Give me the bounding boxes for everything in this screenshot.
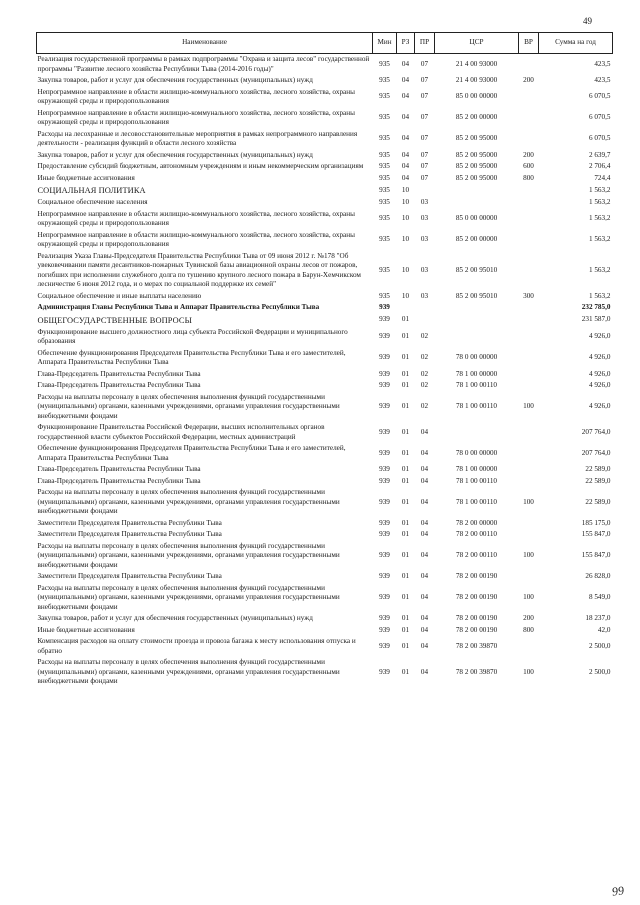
row-name-cell: Расходы на выплаты персоналу в целях обеспечения выполнения функций государственными (муниципальными) органами, казенными учреждениями, органами управления государственными внебюджетными фондами [37,541,340,569]
row-min-cell: 939 [379,465,390,474]
row-vr-cell [519,209,539,230]
row-sum-cell: 2 706,4 [588,162,611,170]
table-row [37,129,613,150]
row-vr-cell [519,422,539,443]
row-name-cell: Иные бюджетные ассигнования [37,625,135,634]
row-min-cell: 939 [379,332,390,341]
row-sum-cell: 724,4 [594,173,611,182]
row-csr-cell: 85 2 00 95010 [455,265,498,274]
row-csr-cell: 78 1 00 00110 [455,402,498,411]
row-name-cell: Глава-Председатель Правительства Республики Тыва [37,465,201,474]
row-name-cell: Глава-Председатель Правительства Республики Тыва [37,381,201,390]
row-name-cell: Администрация Главы Республики Тыва и Аппарат Правительства Республики Тыва [37,303,320,312]
row-sum-cell: 18 237,0 [585,614,611,623]
row-min-cell: 939 [379,353,390,362]
row-min-cell: 939 [379,530,390,539]
row-csr-cell: 85 2 00 95010 [455,291,498,300]
row-vr-cell: 300 [523,291,534,300]
row-pr-cell: 02 [420,332,429,341]
row-name-cell: Непрограммное направление в области жилищно-коммунального хозяйства, лесного хозяйства, охраны окружающей среды и природопользования [37,230,355,249]
row-pr-cell: 02 [420,402,429,411]
table-row [37,369,613,381]
row-pr-cell: 04 [420,551,429,560]
table-row [37,541,613,572]
row-rz-cell: 04 [401,150,410,159]
row-sum-cell: 26 828,0 [585,572,611,581]
row-pr-cell [415,314,435,327]
row-vr-cell [519,529,539,541]
row-sum-cell: 423,5 [594,59,611,68]
row-sum-cell: 1 563,2 [588,291,611,300]
row-name-cell: Реализация Указа Главы-Председателя Правительства Республики Тыва от 09 июня 2012 г. №178 "Об увековечивании памяти десантников-пожарных Тувинской базы авиационной охраны лесов от пожаров, погибших при исполнении служебного долга по тушению крупного лесного пожара в Барун-Хемчикском лесничестве 6 июня 2012 года, и о мерах по социальной поддержке их семей" [37,251,361,289]
row-rz-cell: 01 [401,369,410,378]
row-pr-cell: 07 [420,76,429,84]
row-min-cell: 935 [379,185,390,194]
row-vr-cell [519,380,539,392]
table-header [37,33,613,54]
row-vr-cell [519,302,539,314]
table-row [37,173,613,185]
row-min-cell: 939 [379,625,390,634]
row-name-cell: Компенсация расходов на оплату стоимости проезда и провоза багажа к месту использования отпуска и обратно [37,637,356,655]
table-row [37,302,613,314]
row-sum-cell: 22 589,0 [585,476,611,485]
row-vr-cell: 200 [523,150,534,159]
row-min-cell: 939 [379,518,390,527]
table-row [37,184,613,197]
row-csr-cell: 78 0 00 00000 [455,353,498,362]
table-row [37,443,613,464]
row-vr-cell: 100 [523,551,534,560]
row-rz-cell: 01 [401,551,410,560]
row-rz-cell [397,302,415,314]
row-min-cell: 939 [379,593,390,602]
row-vr-cell [519,87,539,108]
table-row [37,87,613,108]
row-pr-cell: 07 [420,92,429,101]
table-row [37,464,613,476]
row-sum-cell: 6 070,5 [588,113,611,122]
row-sum-cell: 1 563,2 [588,185,611,194]
row-pr-cell: 04 [420,667,429,676]
row-pr-cell: 03 [420,214,429,223]
row-rz-cell: 10 [401,214,410,223]
row-sum-cell: 207 764,0 [581,427,611,436]
row-csr-cell [435,184,519,197]
row-csr-cell: 85 2 00 95000 [455,134,498,143]
row-pr-cell: 07 [420,150,429,159]
row-name-cell: Социальное обеспечение населения [37,198,148,207]
row-csr-cell: 85 2 00 95000 [455,173,498,182]
table-row [37,625,613,637]
row-pr-cell: 07 [420,59,429,68]
row-csr-cell: 21 4 00 93000 [455,76,498,84]
row-csr-cell: 78 2 00 00110 [455,530,498,539]
row-min-cell: 939 [379,402,390,411]
row-rz-cell: 01 [401,625,410,634]
column-header-csr: ЦСР [435,33,519,54]
row-sum-cell: 4 926,0 [588,353,611,362]
row-rz-cell: 04 [401,92,410,101]
row-rz-cell: 04 [401,162,410,170]
row-rz-cell: 01 [401,315,410,324]
row-vr-cell [519,197,539,209]
row-rz-cell: 01 [401,518,410,527]
row-rz-cell: 04 [401,173,410,182]
row-name-cell: Реализация государственной программы в рамках подпрограммы "Охрана и защита лесов" государственной программы "Развитие лесного хозяйства Республики Тыва (2014-2016 годы)" [37,55,370,73]
row-vr-cell [519,54,539,76]
table-row [37,314,613,327]
table-row [37,197,613,209]
row-rz-cell: 01 [401,614,410,623]
row-csr-cell: 78 2 00 00190 [455,593,498,602]
row-vr-cell [519,348,539,369]
table-row [37,75,613,87]
row-min-cell: 939 [379,303,390,312]
row-name-cell: Социальное обеспечение и иные выплаты населению [37,291,202,300]
row-min-cell: 939 [379,572,390,581]
row-pr-cell: 04 [420,572,429,581]
row-min-cell: 935 [379,150,390,159]
row-sum-cell: 2 500,0 [588,641,611,650]
row-vr-cell [519,251,539,291]
table-row [37,487,613,518]
row-sum-cell: 207 764,0 [581,448,611,457]
row-csr-cell: 78 1 00 00110 [455,497,498,506]
row-name-cell: Заместители Председателя Правительства Республики Тыва [37,572,222,581]
row-csr-cell [435,422,519,443]
table-row [37,392,613,423]
row-name-cell: Непрограммное направление в области жилищно-коммунального хозяйства, лесного хозяйства, охраны окружающей среды и природопользования [37,209,355,228]
row-name-cell: Расходы на лесохранные и лесовосстановительные мероприятия в рамках непрограммного направления деятельности - реализация функций в области лесного хозяйства [37,129,358,147]
row-rz-cell: 01 [401,448,410,457]
budget-table [36,32,613,688]
row-vr-cell [519,518,539,530]
table-row [37,636,613,657]
row-csr-cell: 78 1 00 00000 [455,465,498,474]
row-min-cell: 935 [379,265,390,274]
row-vr-cell [519,230,539,251]
row-name-cell: ОБЩЕГОСУДАРСТВЕННЫЕ ВОПРОСЫ [37,315,192,325]
row-sum-cell: 22 589,0 [585,465,611,474]
row-min-cell: 935 [379,291,390,300]
row-min-cell: 939 [379,641,390,650]
row-pr-cell: 02 [420,369,429,378]
row-vr-cell: 800 [523,625,534,634]
row-name-cell: Закупка товаров, работ и услуг для обеспечения государственных (муниципальных) нужд [37,76,313,84]
row-vr-cell: 100 [523,497,534,506]
row-pr-cell: 03 [420,265,429,274]
row-name-cell: Обеспечение функционирования Председателя Правительства Республики Тыва и его заместителей, Аппарата Правительства Республики Тыва [37,348,346,367]
row-pr-cell [415,302,435,314]
column-header-name: Наименование [37,33,373,54]
row-rz-cell: 01 [401,572,410,581]
row-csr-cell: 85 2 00 95000 [455,150,498,159]
row-csr-cell: 85 0 00 00000 [455,92,498,101]
row-vr-cell [519,636,539,657]
row-rz-cell: 01 [401,402,410,411]
column-header-sum: Сумма на год [539,33,613,54]
row-vr-cell [519,369,539,381]
row-pr-cell: 04 [420,641,429,650]
table-row [37,476,613,488]
row-min-cell: 935 [379,162,390,170]
column-header-pr: ПР [415,33,435,54]
column-header-vr: ВР [519,33,539,54]
row-pr-cell: 02 [420,381,429,390]
row-sum-cell: 1 563,2 [588,235,611,244]
row-sum-cell: 155 847,0 [581,551,611,560]
table-row [37,583,613,614]
row-rz-cell: 01 [401,465,410,474]
row-vr-cell: 100 [523,593,534,602]
row-vr-cell: 200 [523,76,534,84]
row-vr-cell [519,129,539,150]
row-pr-cell: 07 [420,162,429,170]
row-vr-cell [519,314,539,327]
row-csr-cell: 78 0 00 00000 [455,448,498,457]
row-name-cell: Иные бюджетные ассигнования [37,173,135,182]
row-sum-cell: 2 500,0 [588,667,611,676]
row-min-cell: 939 [379,476,390,485]
table-row [37,54,613,76]
table-row [37,571,613,583]
row-pr-cell: 07 [420,134,429,143]
row-rz-cell: 04 [401,134,410,143]
row-sum-cell: 2 639,7 [588,150,611,159]
row-rz-cell: 10 [401,198,410,207]
row-csr-cell: 78 2 00 00190 [455,572,498,581]
row-name-cell: Предоставление субсидий бюджетным, автономным учреждениям и иным некоммерческим организациям [37,162,364,170]
table-row [37,348,613,369]
row-vr-cell: 100 [523,402,534,411]
row-rz-cell: 01 [401,641,410,650]
row-pr-cell: 04 [420,625,429,634]
row-sum-cell: 4 926,0 [588,369,611,378]
row-csr-cell: 85 0 00 00000 [455,214,498,223]
row-min-cell: 935 [379,173,390,182]
row-vr-cell [519,443,539,464]
row-rz-cell: 01 [401,332,410,341]
row-csr-cell [435,327,519,348]
row-csr-cell [435,197,519,209]
row-sum-cell: 4 926,0 [588,332,611,341]
row-csr-cell: 78 1 00 00000 [455,369,498,378]
row-csr-cell: 78 1 00 00110 [455,381,498,390]
row-min-cell: 935 [379,92,390,101]
row-min-cell: 935 [379,198,390,207]
row-rz-cell: 01 [401,530,410,539]
row-rz-cell: 01 [401,427,410,436]
row-pr-cell: 04 [420,427,429,436]
row-sum-cell: 231 587,0 [581,315,611,324]
row-sum-cell: 8 549,0 [588,593,611,602]
row-pr-cell [415,184,435,197]
row-vr-cell [519,108,539,129]
row-name-cell: Расходы на выплаты персоналу в целях обеспечения выполнения функций государственными (муниципальными) органами, казенными учреждениями, органами управления государственными внебюджетными фондами [37,658,340,686]
page-number: 49 [583,16,592,26]
row-rz-cell: 01 [401,381,410,390]
row-csr-cell: 78 2 00 00190 [455,614,498,623]
row-min-cell: 939 [379,667,390,676]
row-vr-cell [519,464,539,476]
row-name-cell: Расходы на выплаты персоналу в целях обеспечения выполнения функций государственными (муниципальными) органами, казенными учреждениями, органами управления государственными внебюджетными фондами [37,583,340,611]
row-pr-cell: 03 [420,235,429,244]
row-csr-cell: 78 2 00 39870 [455,667,498,676]
row-csr-cell: 85 2 00 00000 [455,113,498,122]
table-body [37,54,613,688]
row-sum-cell: 6 070,5 [588,92,611,101]
row-sum-cell: 185 175,0 [581,518,611,527]
row-pr-cell: 04 [420,614,429,623]
row-csr-cell: 78 2 00 00000 [455,518,498,527]
table-row [37,657,613,688]
row-pr-cell: 03 [420,291,429,300]
row-sum-cell: 42,0 [597,625,611,634]
table-row [37,422,613,443]
row-pr-cell: 04 [420,497,429,506]
row-rz-cell: 01 [401,353,410,362]
row-rz-cell: 01 [401,476,410,485]
row-pr-cell: 07 [420,113,429,122]
row-csr-cell: 78 2 00 00110 [455,551,498,560]
row-pr-cell: 04 [420,465,429,474]
row-csr-cell: 78 1 00 00110 [455,476,498,485]
row-name-cell: Глава-Председатель Правительства Республики Тыва [37,369,201,378]
row-name-cell: СОЦИАЛЬНАЯ ПОЛИТИКА [37,186,146,195]
row-sum-cell: 1 563,2 [588,198,611,207]
row-min-cell: 935 [379,59,390,68]
row-rz-cell: 01 [401,593,410,602]
row-min-cell: 939 [379,315,390,324]
row-name-cell: Заместители Председателя Правительства Республики Тыва [37,530,222,539]
row-sum-cell: 423,5 [594,76,611,84]
row-min-cell: 935 [379,113,390,122]
row-sum-cell: 4 926,0 [588,381,611,390]
row-csr-cell [435,314,519,327]
row-min-cell: 935 [379,76,390,84]
row-pr-cell: 07 [420,173,429,182]
row-min-cell: 939 [379,551,390,560]
row-name-cell: Глава-Председатель Правительства Республики Тыва [37,476,201,485]
row-sum-cell: 155 847,0 [581,530,611,539]
row-vr-cell: 600 [523,162,534,170]
row-rz-cell: 10 [401,235,410,244]
table-row [37,529,613,541]
row-csr-cell: 85 2 00 95000 [455,162,498,170]
row-sum-cell: 6 070,5 [588,134,611,143]
row-min-cell: 939 [379,448,390,457]
row-vr-cell [519,476,539,488]
row-sum-cell: 4 926,0 [588,402,611,411]
row-vr-cell [519,571,539,583]
row-rz-cell: 10 [401,185,410,194]
row-min-cell: 939 [379,497,390,506]
row-name-cell: Непрограммное направление в области жилищно-коммунального хозяйства, лесного хозяйства, охраны окружающей среды и природопользования [37,108,355,126]
row-sum-cell: 1 563,2 [588,265,611,274]
row-pr-cell: 04 [420,593,429,602]
row-name-cell: Функционирование высшего должностного лица субъекта Российской Федерации и муниципального образования [37,327,348,346]
row-rz-cell: 10 [401,265,410,274]
table-row [37,161,613,173]
column-header-rz: РЗ [397,33,415,54]
row-pr-cell: 04 [420,518,429,527]
row-vr-cell: 100 [523,667,534,676]
table-row [37,150,613,162]
row-vr-cell [519,184,539,197]
row-min-cell: 935 [379,235,390,244]
row-name-cell: Закупка товаров, работ и услуг для обеспечения государственных (муниципальных) нужд [37,614,313,623]
row-pr-cell: 03 [420,198,429,207]
row-name-cell: Расходы на выплаты персоналу в целях обеспечения выполнения функций государственными (муниципальными) органами, казенными учреждениями, органами управления государственными внебюджетными фондами [37,392,340,420]
corner-mark: 99 [611,883,625,899]
row-rz-cell: 04 [401,113,410,122]
row-sum-cell: 1 563,2 [588,214,611,223]
row-vr-cell: 200 [523,614,534,623]
row-rz-cell: 01 [401,497,410,506]
row-min-cell: 939 [379,427,390,436]
table-row [37,209,613,230]
row-sum-cell: 232 785,0 [581,303,611,312]
table-row [37,613,613,625]
row-rz-cell: 10 [401,291,410,300]
row-min-cell: 935 [379,134,390,143]
row-pr-cell: 04 [420,448,429,457]
row-rz-cell: 04 [401,59,410,68]
row-min-cell: 939 [379,614,390,623]
row-min-cell: 935 [379,214,390,223]
row-name-cell: Расходы на выплаты персоналу в целях обеспечения выполнения функций государственными (муниципальными) органами, казенными учреждениями, органами управления государственными внебюджетными фондами [37,488,340,516]
row-name-cell: Функционирование Правительства Российской Федерации, высших исполнительных органов государственной власти субъектов Российской Федерации, местных администраций [37,423,325,441]
row-rz-cell: 04 [401,76,410,84]
row-name-cell: Заместители Председателя Правительства Республики Тыва [37,518,222,527]
row-csr-cell [435,302,519,314]
row-name-cell: Непрограммное направление в области жилищно-коммунального хозяйства, лесного хозяйства, охраны окружающей среды и природопользования [37,87,355,105]
table-row [37,327,613,348]
row-name-cell: Закупка товаров, работ и услуг для обеспечения государственных (муниципальных) нужд [37,150,313,159]
row-csr-cell: 78 2 00 00190 [455,625,498,634]
table-row [37,108,613,129]
row-vr-cell: 800 [523,173,534,182]
row-pr-cell: 04 [420,530,429,539]
table-row [37,230,613,251]
row-pr-cell: 02 [420,353,429,362]
row-vr-cell [519,327,539,348]
row-csr-cell: 78 2 00 39870 [455,641,498,650]
row-csr-cell: 21 4 00 93000 [455,59,498,68]
table-row [37,291,613,303]
row-csr-cell: 85 2 00 00000 [455,235,498,244]
column-header-min: Мин [373,33,397,54]
table-row [37,380,613,392]
row-pr-cell: 04 [420,476,429,485]
row-min-cell: 939 [379,381,390,390]
row-min-cell: 939 [379,369,390,378]
row-name-cell: Обеспечение функционирования Председателя Правительства Республики Тыва и его заместителей, Аппарата Правительства Республики Тыва [37,444,346,462]
table-row [37,251,613,291]
table-row [37,518,613,530]
row-rz-cell: 01 [401,667,410,676]
row-sum-cell: 22 589,0 [585,497,611,506]
